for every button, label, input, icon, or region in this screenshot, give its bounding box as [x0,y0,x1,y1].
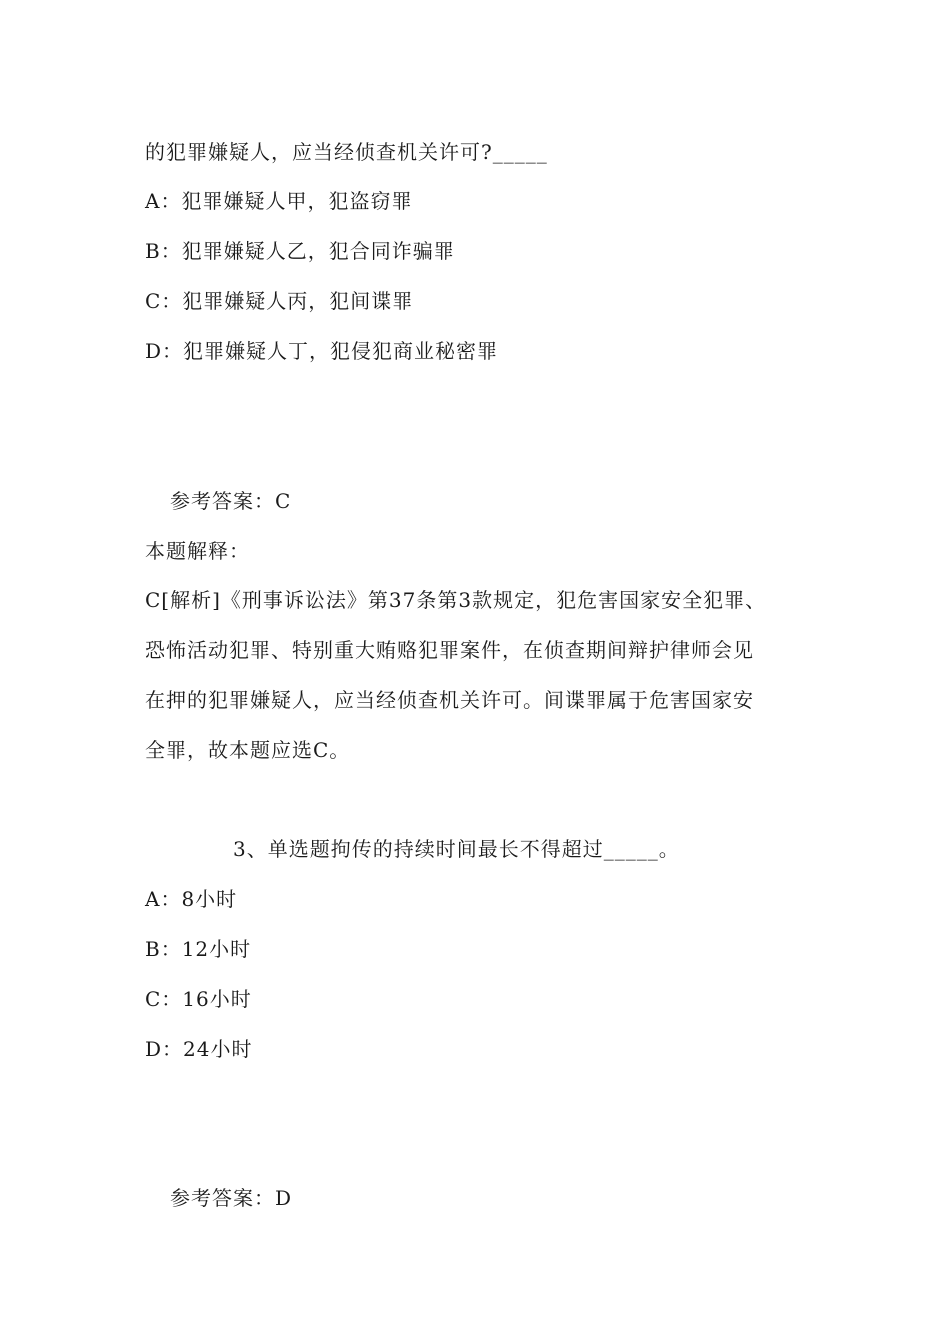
reference-answer: 参考答案：C [170,489,292,513]
option-c: C：犯罪嫌疑人丙，犯间谍罪 [145,289,414,313]
explanation-title: 本题解释： [145,539,250,563]
reference-answer: 参考答案：D [170,1186,293,1210]
option-c: C：16小时 [145,987,252,1011]
explanation-line: 全罪，故本题应选C。 [145,738,351,762]
explanation-line: 在押的犯罪嫌疑人，应当经侦查机关许可。间谍罪属于危害国家安 [145,688,754,712]
option-b: B：犯罪嫌疑人乙，犯合同诈骗罪 [145,239,455,263]
explanation-line: 恐怖活动犯罪、特别重大贿赂犯罪案件，在侦查期间辩护律师会见 [145,638,754,662]
question-stem: 3、单选题拘传的持续时间最长不得超过_____。 [233,837,680,861]
option-d: D：犯罪嫌疑人丁，犯侵犯商业秘密罪 [145,339,499,363]
option-a: A：犯罪嫌疑人甲，犯盗窃罪 [145,189,413,213]
explanation-line: C[解析]《刑事诉讼法》第37条第3款规定，犯危害国家安全犯罪、 [145,588,767,612]
option-d: D：24小时 [145,1037,253,1061]
question-stem-tail: 的犯罪嫌疑人，应当经侦查机关许可?_____ [145,140,548,164]
option-b: B：12小时 [145,937,252,961]
option-a: A：8小时 [145,887,238,911]
